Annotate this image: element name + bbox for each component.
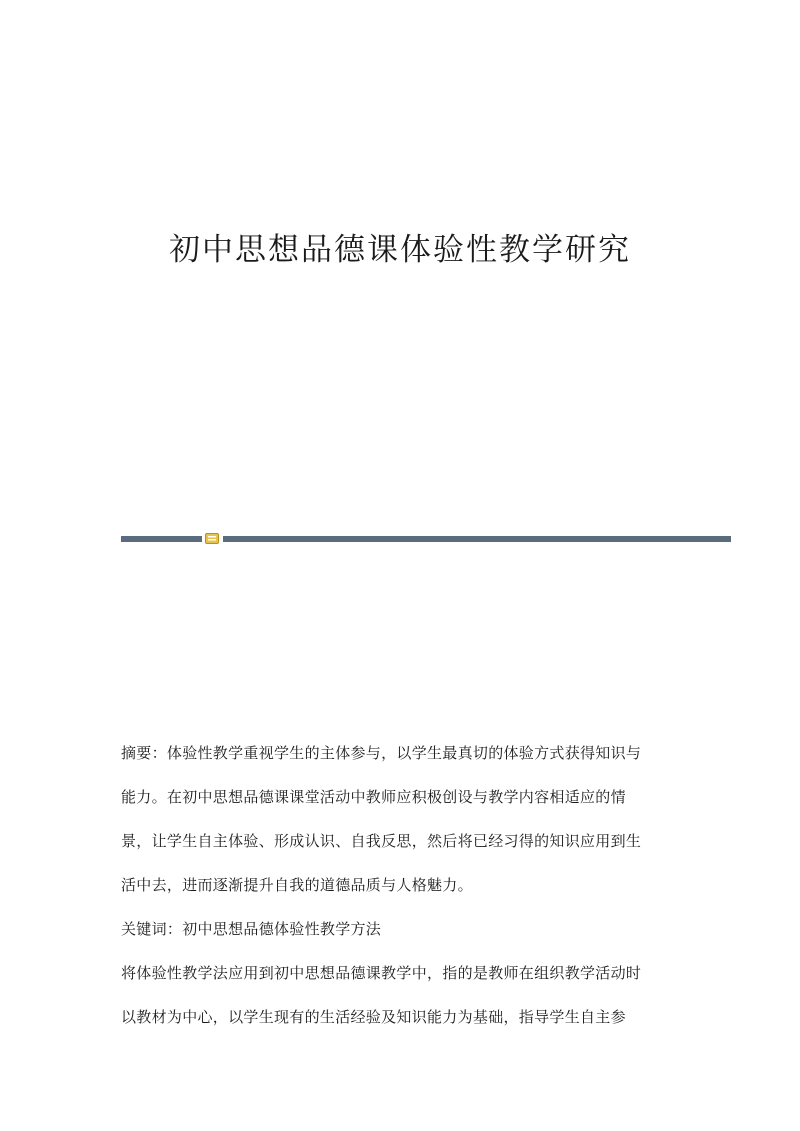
divider-ornament-icon	[205, 533, 219, 544]
document-title: 初中思想品德课体验性教学研究	[169, 232, 631, 268]
body-paragraph	[121, 962, 691, 1050]
abstract-paragraph	[121, 742, 691, 918]
abstract-line: 活中去，进而逐渐提升自我的道德品质与人格魅力。	[121, 876, 473, 894]
abstract-line: 景，让学生自主体验、形成认识、自我反思，然后将已经习得的知识应用到生	[121, 832, 642, 850]
abstract-line: 能力。在初中思想品德课课堂活动中教师应积极创设与教学内容相适应的情	[121, 788, 626, 806]
divider-right-segment	[223, 536, 731, 542]
divider-left-segment	[121, 536, 202, 542]
abstract-line: 摘要：体验性教学重视学生的主体参与，以学生最真切的体验方式获得知识与	[121, 744, 642, 762]
body-line: 将体验性教学法应用到初中思想品德课教学中，指的是教师在组织教学活动时	[121, 964, 642, 982]
section-divider	[121, 535, 731, 543]
body-line: 以教材为中心，以学生现有的生活经验及知识能力为基础，指导学生自主参	[121, 1008, 626, 1026]
keywords-paragraph	[121, 918, 691, 962]
keywords-line: 关键词：初中思想品德体验性教学方法	[121, 920, 382, 938]
